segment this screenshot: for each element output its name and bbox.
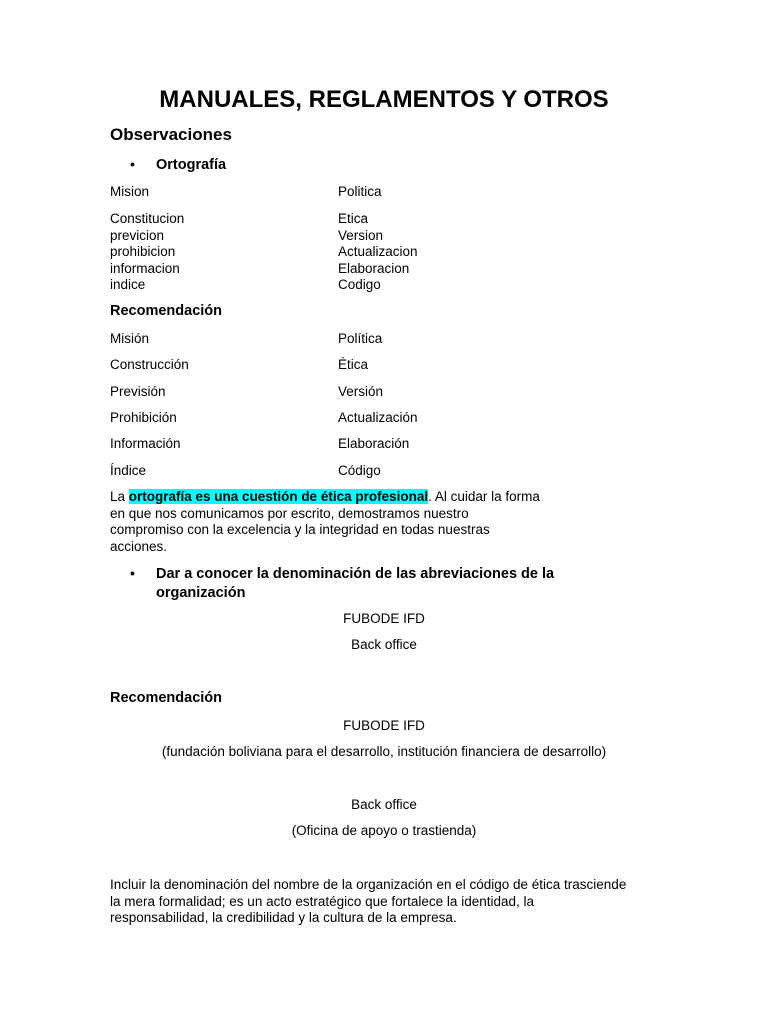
highlighted-phrase: ortografía es una cuestión de ética profesional — [128, 489, 429, 504]
obs-right-item: Version — [338, 227, 384, 243]
final-paragraph — [110, 877, 670, 927]
para-line: compromiso con la excelencia y la integridad en todas nuestras — [110, 522, 490, 538]
obs-left-first: Mision — [110, 184, 150, 199]
rec-left-item: Previsión — [110, 384, 166, 399]
obs-left-item: previcion — [110, 227, 165, 243]
para-line: en que nos comunicamos por escrito, demostramos nuestro — [110, 505, 469, 521]
rec-abbreviation-fubode: FUBODE IFD — [343, 718, 425, 733]
back-office-definition: (Oficina de apoyo o trastienda) — [291, 823, 477, 838]
rec-right-item: Ética — [338, 357, 369, 372]
final-line: responsabilidad, la credibilidad y la cultura de la empresa. — [110, 910, 457, 926]
rec-right-item: Versión — [338, 384, 384, 399]
bullet-dot: • — [130, 156, 135, 172]
ortografia-paragraph — [110, 489, 630, 555]
rec-left-item: Prohibición — [110, 410, 177, 425]
obs-right-item: Codigo — [338, 277, 381, 292]
rec-right-item: Actualización — [338, 410, 418, 425]
obs-left-item: informacion — [110, 260, 180, 276]
rec-right-item: Código — [338, 463, 381, 478]
para-line: acciones. — [110, 538, 168, 554]
page-title: MANUALES, REGLAMENTOS Y OTROS — [159, 86, 609, 113]
obs-left-item: indice — [110, 277, 146, 292]
obs-right-group — [338, 211, 418, 294]
obs-right-item: Etica — [338, 211, 369, 226]
rec-abbreviation-back-office: Back office — [351, 797, 417, 812]
bullet-dot: • — [130, 565, 135, 581]
rec-left-item: Información — [110, 436, 181, 451]
obs-left-item: Constitucion — [110, 211, 185, 226]
bullet-line: organización — [156, 585, 246, 601]
abbreviation-fubode: FUBODE IFD — [343, 611, 425, 626]
bullet-line: Dar a conocer la denominación de las abreviaciones de la — [156, 566, 555, 582]
rec-right-item: Política — [338, 331, 383, 346]
obs-right-item: Elaboracion — [338, 260, 410, 276]
para-prefix: La — [110, 489, 129, 504]
final-line: Incluir la denominación del nombre de la organización en el código de ética trasciende — [110, 877, 627, 892]
rec-right-item: Elaboración — [338, 436, 410, 451]
obs-left-group — [110, 211, 184, 294]
abbreviation-back-office: Back office — [351, 637, 417, 652]
fubode-definition: (fundación boliviana para el desarrollo, institución financiera de desarrollo) — [161, 744, 607, 759]
rec-left-item: Misión — [110, 331, 150, 346]
recomendacion-heading: Recomendación — [110, 303, 222, 319]
obs-right-item: Actualizacion — [338, 244, 418, 259]
rec-left-item: Construcción — [110, 357, 189, 372]
recomendacion-heading-2: Recomendación — [110, 690, 222, 706]
para-suffix: . Al cuidar la forma — [428, 489, 540, 504]
obs-left-item: prohibicion — [110, 244, 176, 259]
abreviaciones-bullet — [156, 565, 554, 603]
observaciones-heading: Observaciones — [110, 125, 232, 144]
final-line: la mera formalidad; es un acto estratégico que fortalece la identidad, la — [110, 893, 534, 909]
ortografia-bullet: Ortografía — [156, 157, 227, 173]
rec-left-item: Índice — [110, 463, 147, 478]
obs-right-first: Politica — [338, 184, 382, 199]
